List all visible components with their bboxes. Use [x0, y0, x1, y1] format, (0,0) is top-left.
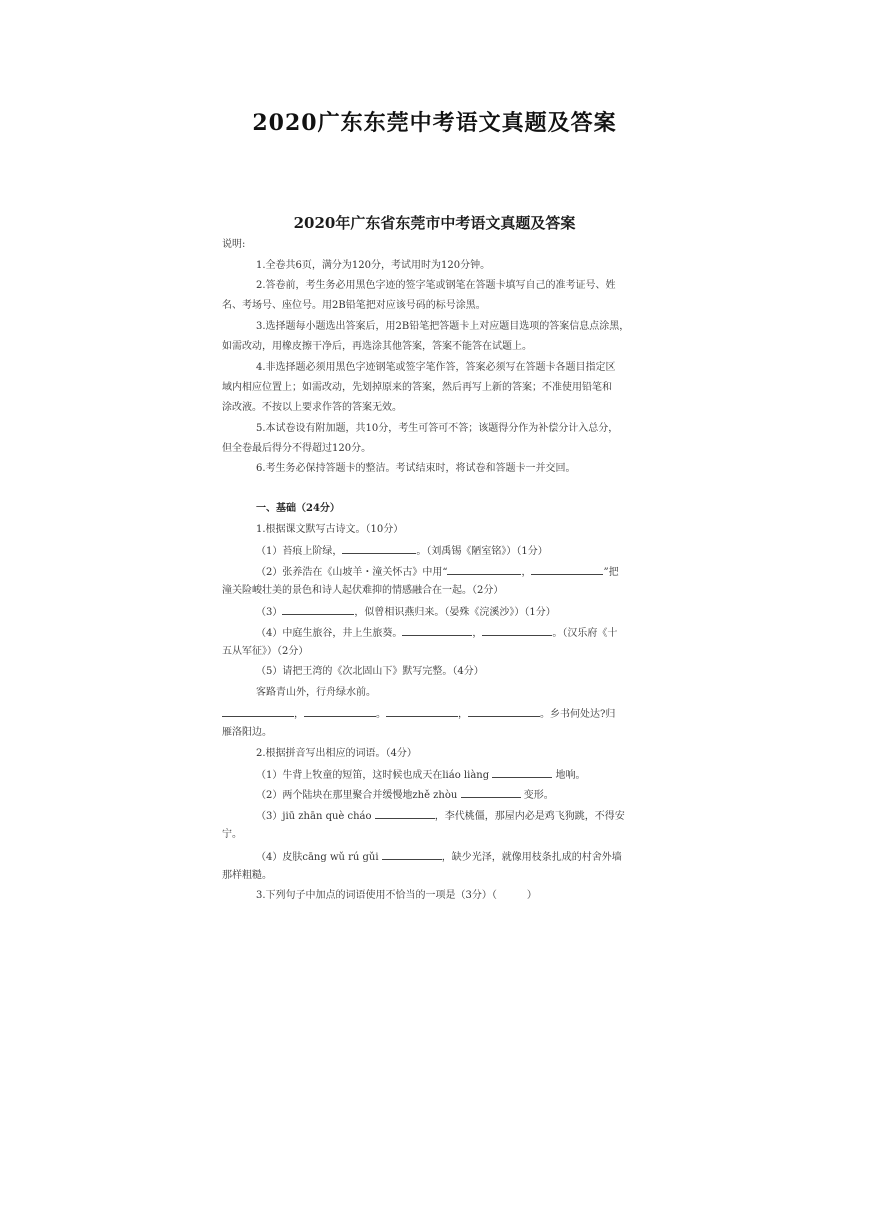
question-1-5-cont: 雁洛阳边。	[222, 727, 272, 738]
question-2: 2.根据拼音写出相应的词语。（4分）	[256, 748, 417, 759]
answer-blank[interactable]	[461, 787, 521, 798]
instruction-2: 2.答卷前，考生务必用黑色字迹的签字笔或钢笔在答题卡填写自己的准考证号、姓	[256, 280, 616, 291]
question-1-4-cont: 五从军征》）（2分）	[222, 646, 309, 657]
answer-blank[interactable]	[531, 564, 603, 575]
answer-blank[interactable]	[282, 604, 354, 615]
poem-line: 客路青山外，行舟绿水前。	[256, 687, 376, 698]
answer-blank[interactable]	[304, 706, 376, 717]
answer-blank[interactable]	[382, 849, 442, 860]
question-1: 1.根据课文默写古诗文。（10分）	[256, 524, 404, 535]
question-1-2: （2）张养浩在《山坡羊・潼关怀古》中用“ ， ”把	[256, 564, 619, 580]
question-3: 3.下列句子中加点的词语使用不恰当的一项是（3分）（ ）	[256, 890, 537, 901]
instruction-2-cont: 名、考场号、座位号。用2B铅笔把对应该号码的标号涂黑。	[222, 300, 486, 311]
question-1-5-blanks: ， 。 ， 。乡书何处达?归	[222, 706, 615, 722]
question-2-1: （1）牛背上牧童的短笛，这时候也成天在liáo liàng 地响。	[256, 767, 586, 783]
instruction-5-cont: 但全卷最后得分不得超过120分。	[222, 443, 372, 454]
question-1-5: （5）请把王湾的《次北固山下》默写完整。（4分）	[256, 666, 484, 677]
question-2-3: （3）jiū zhān què cháo ，李代桃僵，那屋内必是鸡飞狗跳，不得安	[256, 808, 625, 824]
answer-blank[interactable]	[222, 706, 294, 717]
answer-blank[interactable]	[468, 706, 540, 717]
answer-blank[interactable]	[482, 625, 552, 636]
question-1-1: （1）苔痕上阶绿， 。（刘禹锡《陋室铭》）（1分）	[256, 543, 548, 559]
answer-blank[interactable]	[386, 706, 458, 717]
instruction-5: 5.本试卷设有附加题，共10分，考生可答可不答；该题得分作为补偿分计入总分，	[256, 423, 619, 434]
instruction-3: 3.选择题每小题选出答案后，用2B铅笔把答题卡上对应题目选项的答案信息点涂黑，	[256, 321, 630, 332]
instruction-3-cont: 如需改动，用橡皮擦干净后，再选涂其他答案，答案不能答在试题上。	[222, 341, 532, 352]
answer-blank[interactable]	[342, 543, 416, 554]
instruction-1: 1.全卷共6页，满分为120分，考试用时为120分钟。	[256, 260, 491, 271]
section-heading: 一、基础（24分）	[256, 503, 340, 514]
instruction-6: 6.考生务必保持答题卡的整洁。考试结束时，将试卷和答题卡一并交回。	[256, 463, 576, 474]
answer-blank[interactable]	[492, 767, 552, 778]
answer-blank[interactable]	[447, 564, 521, 575]
answer-blank[interactable]	[375, 808, 435, 819]
question-1-2-cont: 潼关险峻壮美的景色和诗人起伏难抑的情感融合在一起。（2分）	[222, 585, 504, 596]
instructions-label: 说明:	[222, 239, 246, 250]
answer-blank[interactable]	[402, 625, 472, 636]
instruction-4: 4.非选择题必须用黑色字迹钢笔或签字笔作答，答案必须写在答题卡各题目指定区	[256, 362, 616, 373]
question-2-3-cont: 宁。	[222, 829, 242, 840]
question-2-2: （2）两个陆块在那里聚合并缓慢地zhě zhòu 变形。	[256, 787, 554, 803]
question-1-3: （3） ，似曾相识燕归来。（晏殊《浣溪沙》）（1分）	[256, 604, 556, 620]
exam-title: 2020年广东省东莞市中考语文真题及答案	[293, 214, 576, 232]
question-1-4: （4）中庭生旅谷，井上生旅葵。 ， 。（汉乐府《十	[256, 625, 617, 641]
instruction-4-cont2: 涂改液。不按以上要求作答的答案无效。	[222, 402, 402, 413]
document-title: 2020广东东莞中考语文真题及答案	[252, 110, 617, 136]
question-2-4: （4）皮肤cāng wǔ rú gǔi ，缺少光泽，就像用枝条扎成的村舍外墙	[256, 849, 622, 865]
question-2-4-cont: 那样粗糙。	[222, 870, 272, 881]
instruction-4-cont: 域内相应位置上；如需改动，先划掉原来的答案，然后再写上新的答案；不准使用铅笔和	[222, 382, 612, 393]
